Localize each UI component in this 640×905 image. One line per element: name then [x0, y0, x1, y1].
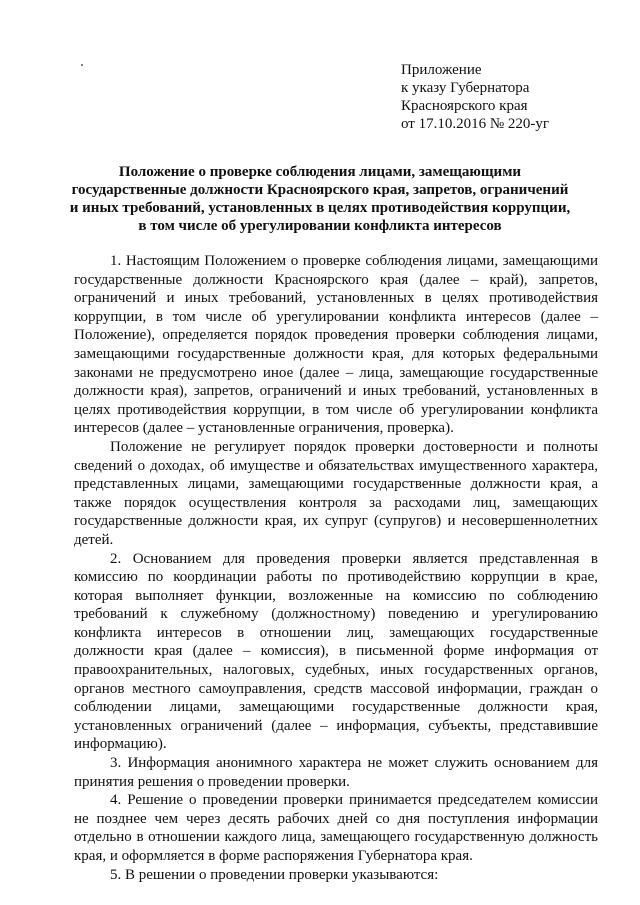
- appendix-date-number: от 17.10.2016 № 220-уг: [401, 116, 550, 132]
- appendix-line: Красноярского края: [401, 98, 528, 114]
- document-title: [60, 163, 580, 235]
- paragraph-1: 1. Настоящим Положением о проверке соблюдения лицами, замещающими государственные должности Красноярского края (далее – край), запретов, ограничений и иных требований, установленных в целях противодействия коррупции, в том числе об урегулировании конфликта интересов (далее – Положение), определяется порядок проведения проверки соблюдения лицами, замещающими государственные должности края, для которых федеральными законами не предусмотрено иное (далее – лица, замещающие государственные должности края), запретов, ограничений и иных требований, установленных в целях противодействия коррупции, в том числе об урегулировании конфликта интересов (далее – установленные ограничения, проверка).: [74, 253, 598, 437]
- title-line: и иных требований, установленных в целях противодействия коррупции,: [69, 200, 571, 216]
- appendix-line: к указу Губернатора: [401, 80, 530, 96]
- paragraph-3: 3. Информация анонимного характера не может служить основанием для принятия решения о проведении проверки.: [74, 755, 598, 790]
- paragraph-scope: Положение не регулирует порядок проверки достоверности и полноты сведений о доходах, об имуществе и обязательствах имущественного характера, представленных лицами, замещающими государственные должности края, а также порядок осуществления контроля за расходами лиц, замещающих государственные должности края, их супруг (супругов) и несовершеннолетних детей.: [74, 438, 598, 548]
- paragraph-2: 2. Основанием для проведения проверки является представленная в комиссию по координации работы по противодействию коррупции в крае, которая выполняет функции, возложенные на комиссию по соблюдению требований к служебному (должностному) поведению и урегулированию конфликта интересов в отношении лиц, замещающих государственные должности края (далее – комиссия), в письменной форме информация от правоохранительных, налоговых, судебных, иных государственных органов, органов местного самоуправления, средств массовой информации, граждан о соблюдении лицами, замещающими государственные должности края, установленных ограничений (далее – информация, субъекты, представившие информацию).: [74, 550, 598, 753]
- scan-speck: [81, 64, 83, 66]
- paragraph-5: 5. В решении о проведении проверки указываются:: [110, 866, 439, 883]
- paragraph-4: 4. Решение о проведении проверки принимается председателем комиссии не позднее чем через десять рабочих дней со дня поступления информации отдельно в отношении каждого лица, замещающего государственную должность края, и оформляется в форме распоряжения Губернатора края.: [74, 792, 598, 864]
- title-line: государственные должности Красноярского края, запретов, ограничений: [71, 182, 569, 198]
- appendix-header: [401, 61, 549, 133]
- title-line: в том числе об урегулировании конфликта интересов: [138, 218, 502, 234]
- document-body: [74, 252, 598, 884]
- appendix-line: Приложение: [401, 62, 482, 78]
- title-line: Положение о проверке соблюдения лицами, замещающими: [118, 164, 522, 180]
